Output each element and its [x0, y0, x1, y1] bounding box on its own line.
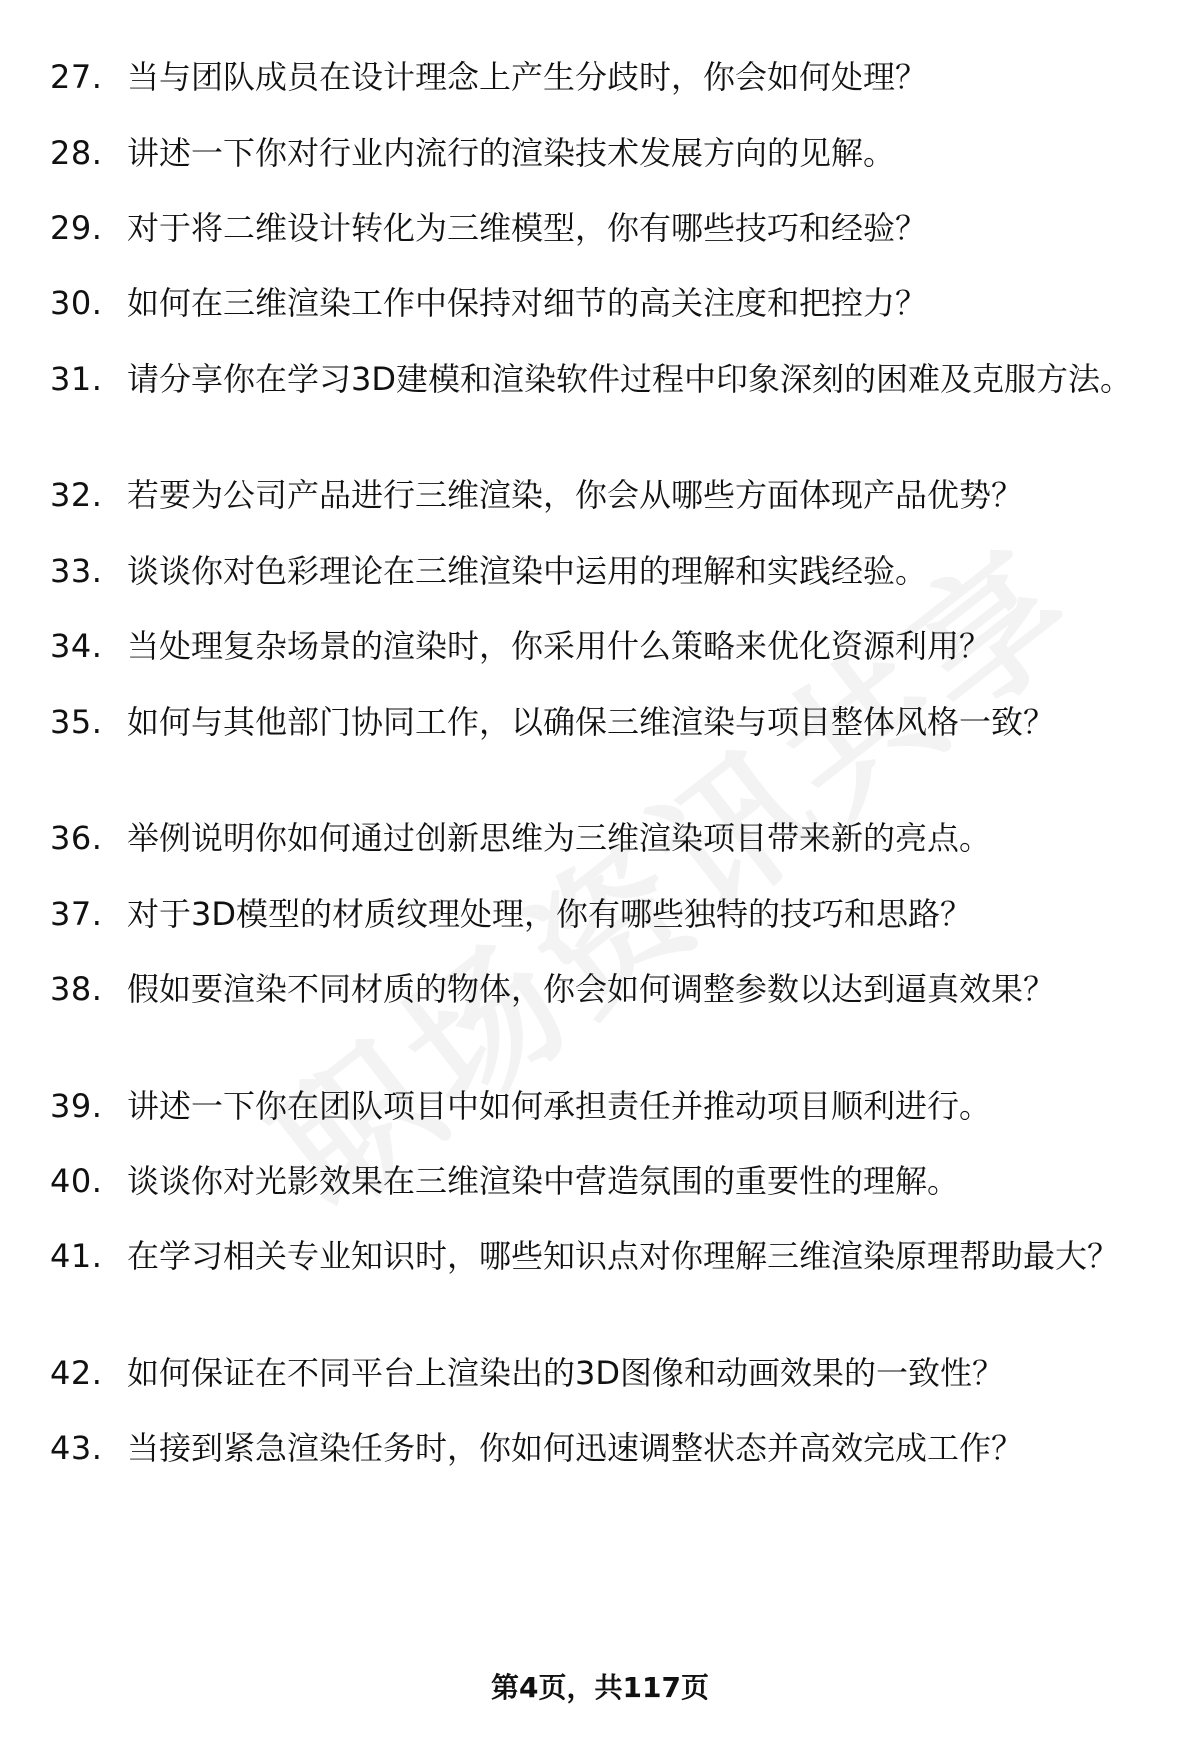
- question-text: 讲述一下你在团队项目中如何承担责任并推动项目顺利进行。: [127, 1087, 992, 1125]
- question-item: [50, 470, 1160, 520]
- question-number: 37.: [50, 895, 103, 933]
- question-number: 39.: [50, 1087, 103, 1125]
- question-number: 28.: [50, 134, 103, 172]
- question-text: 假如要渲染不同材质的物体，你会如何调整参数以达到逼真效果？: [127, 970, 1056, 1008]
- watermark: [225, 487, 1114, 1248]
- question-number: 43.: [50, 1429, 103, 1467]
- question-item: [50, 1081, 1160, 1131]
- question-number: 27.: [50, 58, 103, 96]
- question-number: 30.: [50, 284, 103, 322]
- question-text: 当接到紧急渲染任务时，你如何迅速调整状态并高效完成工作？: [127, 1429, 1024, 1467]
- question-text: 若要为公司产品进行三维渲染，你会从哪些方面体现产品优势？: [127, 476, 1024, 514]
- question-item: [50, 354, 1160, 404]
- question-item: [50, 1156, 1160, 1206]
- question-item: [50, 1348, 1160, 1398]
- question-number: 42.: [50, 1354, 103, 1392]
- question-number: 41.: [50, 1237, 103, 1275]
- question-item: [50, 1231, 1160, 1281]
- question-item: [50, 278, 1160, 328]
- question-number: 40.: [50, 1162, 103, 1200]
- question-number: 35.: [50, 703, 103, 741]
- question-text: 当处理复杂场景的渲染时，你采用什么策略来优化资源利用？: [127, 627, 992, 665]
- question-text: 如何在三维渲染工作中保持对细节的高关注度和把控力？: [127, 284, 928, 322]
- question-number: 29.: [50, 209, 103, 247]
- question-item: [50, 889, 1160, 939]
- question-item: [50, 964, 1160, 1014]
- question-item: [50, 813, 1160, 863]
- question-text: 如何保证在不同平台上渲染出的3D图像和动画效果的一致性？: [127, 1354, 1005, 1392]
- question-text: 当与团队成员在设计理念上产生分歧时，你会如何处理？: [127, 58, 928, 96]
- question-number: 32.: [50, 476, 103, 514]
- question-text: 讲述一下你对行业内流行的渲染技术发展方向的见解。: [127, 134, 896, 172]
- question-text: 举例说明你如何通过创新思维为三维渲染项目带来新的亮点。: [127, 819, 992, 857]
- question-item: [50, 697, 1160, 747]
- page-indicator: 第4页，共117页: [491, 1671, 709, 1704]
- question-item: [50, 546, 1160, 596]
- question-text: 谈谈你对光影效果在三维渲染中营造氛围的重要性的理解。: [127, 1162, 960, 1200]
- question-text: 在学习相关专业知识时，哪些知识点对你理解三维渲染原理帮助最大？: [127, 1237, 1120, 1275]
- question-item: [50, 203, 1160, 253]
- question-text: 请分享你在学习3D建模和渲染软件过程中印象深刻的困难及克服方法。: [127, 360, 1133, 398]
- question-item: [50, 52, 1160, 102]
- question-number: 34.: [50, 627, 103, 665]
- question-text: 如何与其他部门协同工作，以确保三维渲染与项目整体风格一致？: [127, 703, 1056, 741]
- question-item: [50, 128, 1160, 178]
- question-item: [50, 1423, 1160, 1473]
- question-text: 谈谈你对色彩理论在三维渲染中运用的理解和实践经验。: [127, 552, 928, 590]
- question-item: [50, 621, 1160, 671]
- question-text: 对于3D模型的材质纹理处理，你有哪些独特的技巧和思路？: [127, 895, 973, 933]
- question-number: 33.: [50, 552, 103, 590]
- question-number: 38.: [50, 970, 103, 1008]
- question-text: 对于将二维设计转化为三维模型，你有哪些技巧和经验？: [127, 209, 928, 247]
- question-number: 31.: [50, 360, 103, 398]
- question-number: 36.: [50, 819, 103, 857]
